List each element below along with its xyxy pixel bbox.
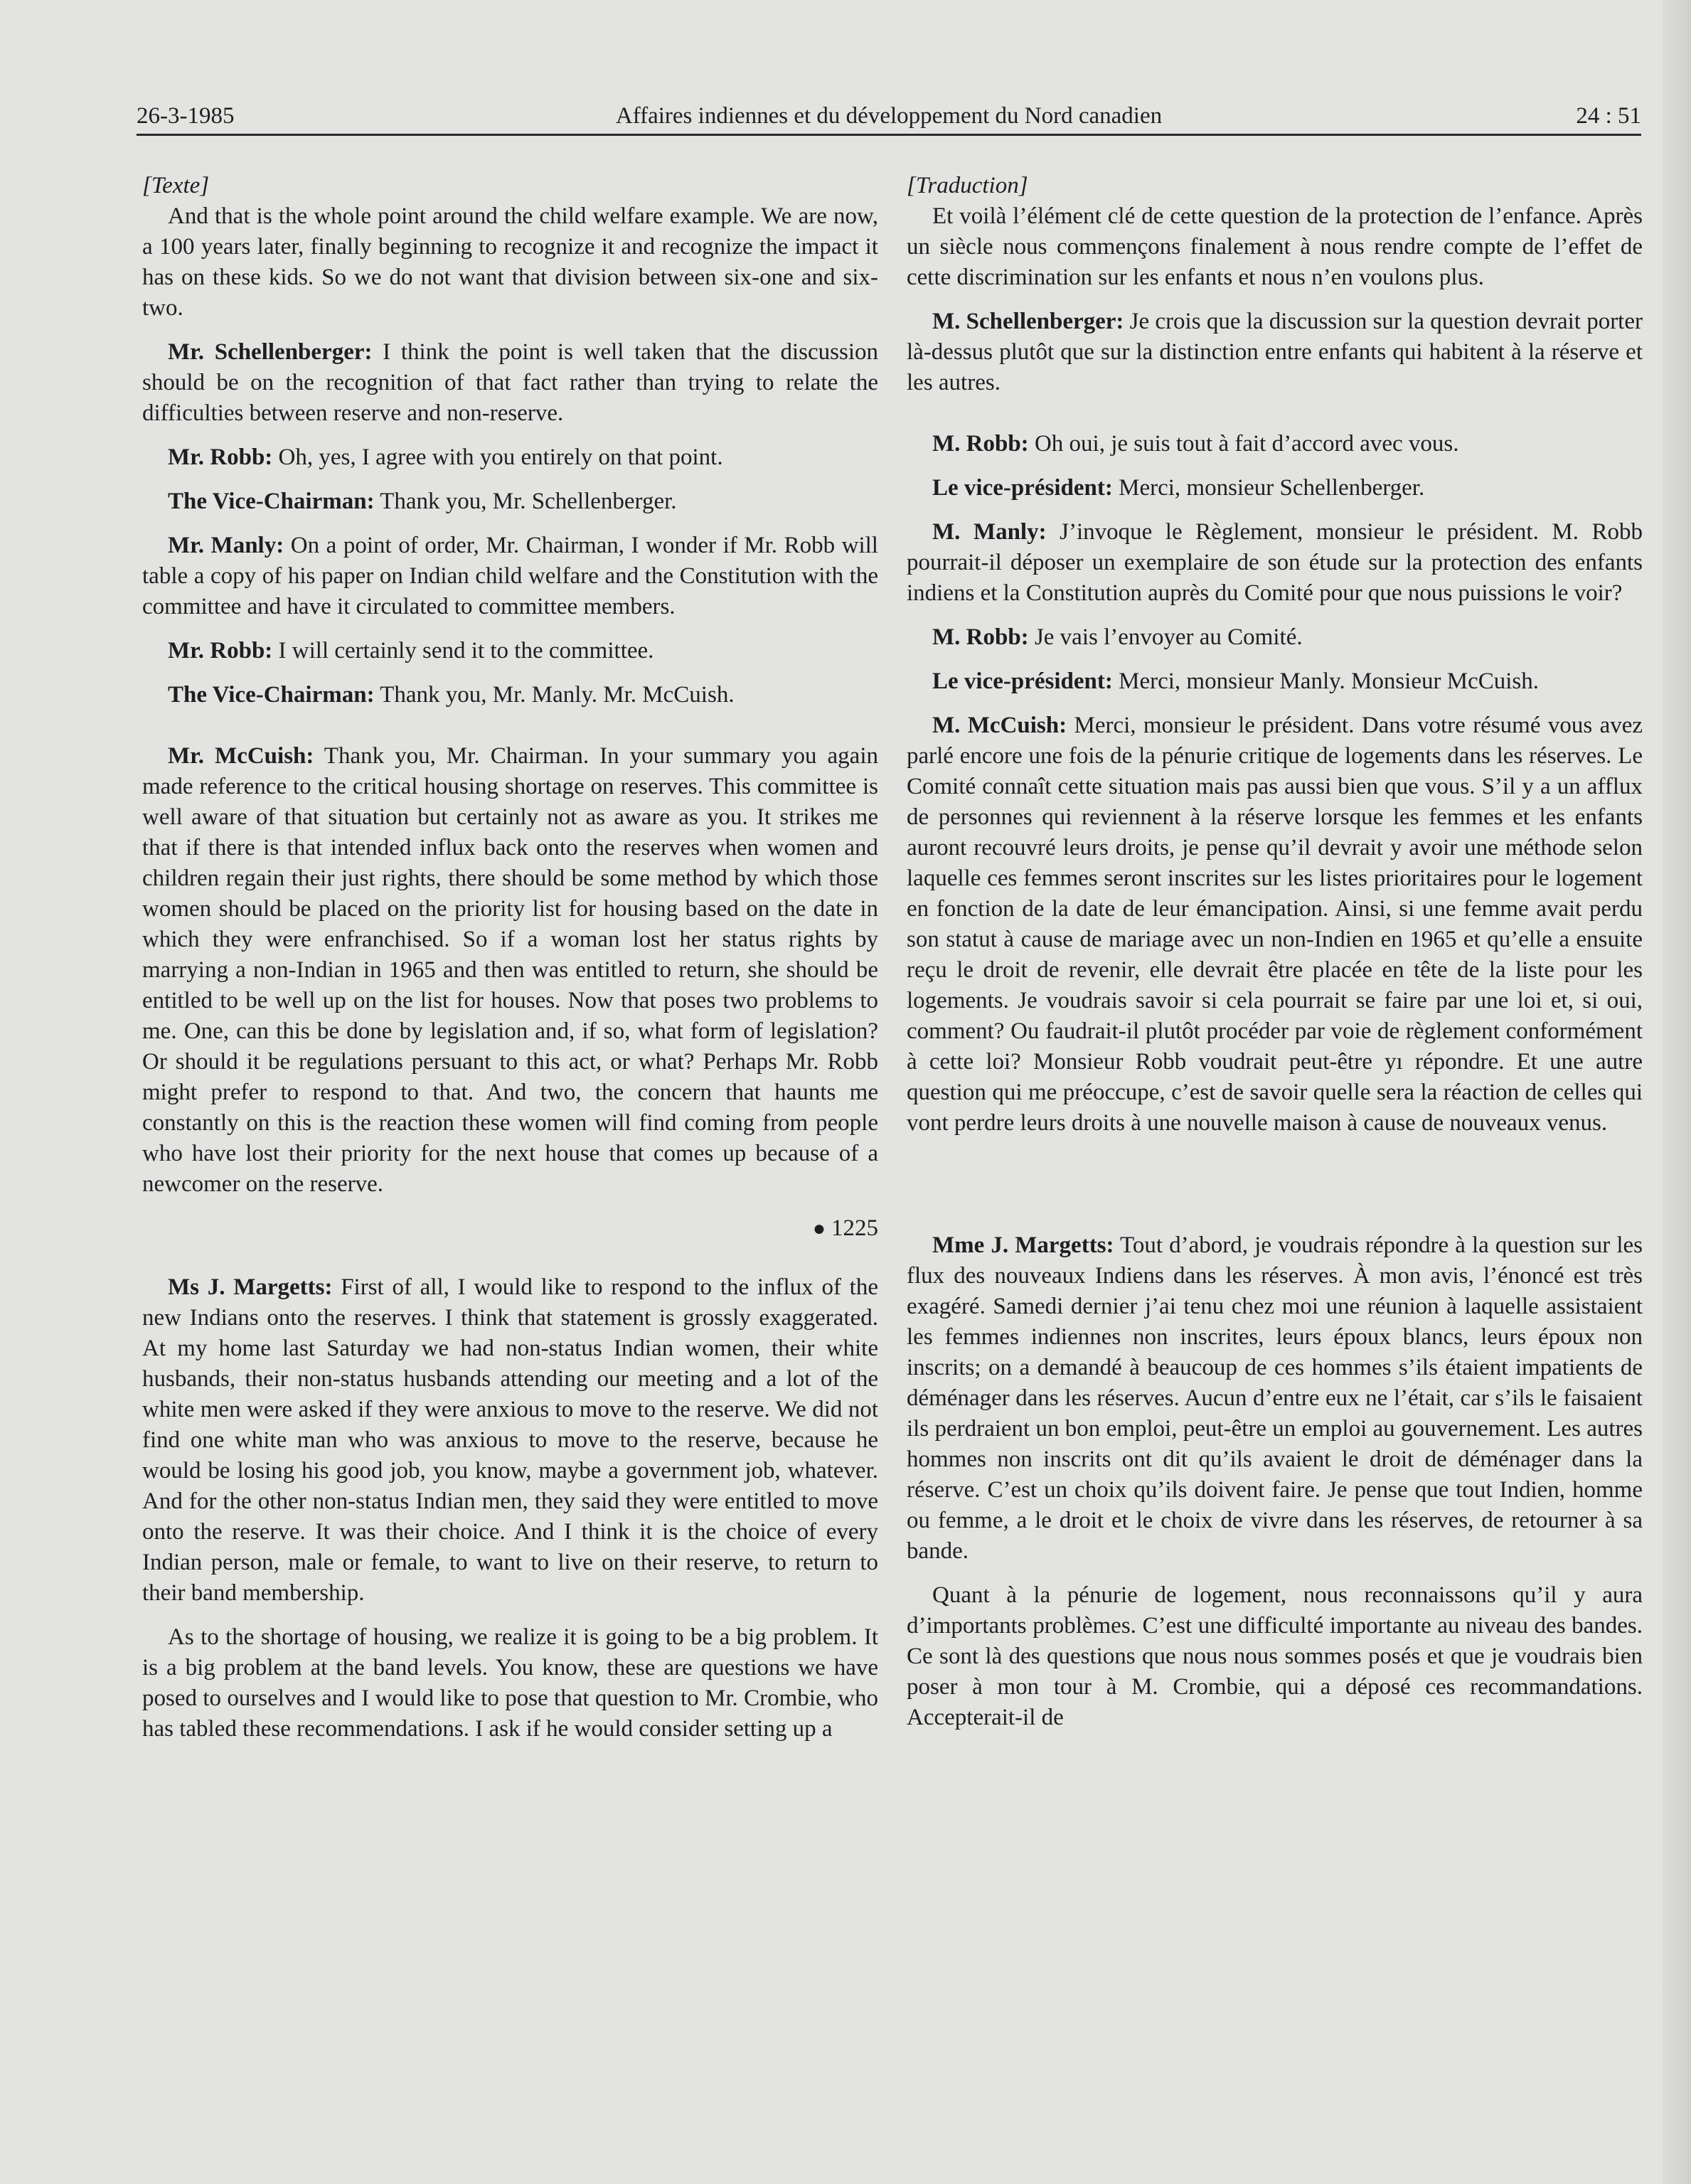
- paragraph: Mme J. Margetts: Tout d’abord, je voudrais répondre à la question sur les flux des nouveaux Indiens dans les réserves. À mon avis, l’énoncé est très exagéré. Samedi dernier j’ai tenu chez moi une réunion à laquelle assistaient les femmes indiennes non inscrites, leurs époux blancs, leurs époux non inscrits; on a demandé à beaucoup de ces hommes s’ils étaient impatients de déménager dans les réserves. Aucun d’entre eux ne l’était, car s’ils le faisaient ils perdraient un bon emploi, peut-être un emploi au gouvernement. Les autres hommes non inscrits ont dit qu’ils avaient le droit de déménager dans la réserve. C’est un choix qu’ils doivent faire. Je pense que tout Indien, homme ou femme, a le droit et le choix de vivre dans les réserves, de retourner à sa bande.: [907, 1232, 1643, 1564]
- speaker-name: Le vice-président:: [932, 668, 1113, 694]
- speaker-name: Mr. Schellenberger:: [168, 339, 373, 365]
- paragraph: The Vice-Chairman: Thank you, Mr. Manly. Mr. McCuish.: [168, 682, 735, 708]
- english-column: [142, 171, 878, 1758]
- paragraph: The Vice-Chairman: Thank you, Mr. Schellenberger.: [168, 489, 677, 514]
- speaker-name: The Vice-Chairman:: [168, 682, 375, 708]
- paragraph: Mr. McCuish: Thank you, Mr. Chairman. In your summary you again made reference to the critical housing shortage on reserves. This committee is well aware of that situation but certainly not as aware as you. It strikes me that if there is that intended influx back onto the reserves when women and children regain their just rights, there should be some method by which those women should be placed on the priority list for housing based on the date in which they were enfranchised. So if a woman lost her status rights by marrying a non-Indian in 1965 and then was entitled to return, she should be entitled to be well up on the list for houses. Now that poses two problems to me. One, can this be done by legislation and, if so, what form of legislation? Or should it be regulations persuant to this act, or what? Perhaps Mr. Robb might prefer to respond to that. And two, the concern that haunts me constantly on this is the reaction these women will find coming from people who have lost their priority for the next house that comes up because of a newcomer on the reserve.: [142, 743, 878, 1197]
- paragraph: M. McCuish: Merci, monsieur le président. Dans votre résumé vous avez parlé encore une fois de la pénurie critique de logements dans les réserves. Le Comité connaît cette situation mais pas aussi bien que vous. S’il y a un afflux de personnes qui reviennent à la réserve lorsque les femmes et les enfants auront recouvré leurs droits, je pense qu’il devrait y avoir une méthode selon laquelle ces femmes seront inscrites sur les listes prioritaires pour le logement en fonction de la date de leur émancipation. Ainsi, si une femme avait perdu son statut à cause de mariage avec un non-Indien en 1965 et qu’elle a ensuite reçu le droit de revenir, elle devrait être placée en tête de la liste pour les logements. Je voudrais savoir si cela pourrait se faire par une loi et, si oui, comment? Ou faudrait-il plutôt procéder par voie de règlement conformément à cette loi? Monsieur Robb voudrait peut-être yı répondre. Et une autre question qui me préoccupe, c’est de savoir quelle sera la réaction de celles qui vont perdre leurs droits à une nouvelle maison à cause de nouveaux venus.: [907, 713, 1643, 1136]
- paragraph: Mr. Schellenberger: I think the point is well taken that the discussion should be on the recognition of that fact rather than trying to relate the difficulties between reserve and non-reserve.: [142, 339, 878, 426]
- speaker-name: Mr. Robb:: [168, 638, 273, 664]
- paragraph: M. Robb: Je vais l’envoyer au Comité.: [932, 624, 1303, 650]
- speaker-name: Mr. Robb:: [168, 444, 273, 470]
- header-title: Affaires indiennes et du développement du Nord canadien: [615, 103, 1163, 129]
- paragraph: M. Manly: J’invoque le Règlement, monsieur le président. M. Robb pourrait-il déposer un exemplaire de son étude sur la protection des enfants indiens et la Constitution auprès du Comité pour que nous puissions le voir?: [907, 519, 1643, 606]
- speaker-name: The Vice-Chairman:: [168, 489, 375, 514]
- paragraph: M. Schellenberger: Je crois que la discussion sur la question devrait porter là-dessus plutôt que sur la distinction entre enfants qui habitent à la réserve et les autres.: [907, 309, 1643, 395]
- speaker-name: M. Schellenberger:: [932, 309, 1124, 334]
- speaker-name: Ms J. Margetts:: [168, 1274, 333, 1300]
- page-edge-shadow: [1663, 0, 1691, 2184]
- speaker-name: Mr. Manly:: [168, 533, 284, 558]
- paragraph: Le vice-président: Merci, monsieur Manly. Monsieur McCuish.: [932, 668, 1539, 694]
- speaker-name: M. McCuish:: [932, 713, 1067, 738]
- paragraph: Le vice-président: Merci, monsieur Schellenberger.: [932, 475, 1425, 501]
- speaker-name: Mr. McCuish:: [168, 743, 314, 769]
- french-column: [907, 171, 1643, 1747]
- speaker-name: M. Robb:: [932, 624, 1029, 650]
- paragraph: And that is the whole point around the child welfare example. We are now, a 100 years later, finally beginning to recognize it and recognize the impact it has on these kids. So we do not want that division between six-one and six-two.: [142, 203, 878, 321]
- paragraph: Ms J. Margetts: First of all, I would like to respond to the influx of the new Indians onto the reserves. I think that statement is grossly exaggerated. At my home last Saturday we had non-status Indian women, their white husbands, their non-status husbands attending our meeting and a lot of the white men were asked if they were anxious to move to the reserve. We did not find one white man who was anxious to move to the reserve, because he would be losing his good job, you know, maybe a government job, whatever. And for the other non-status Indian men, they said they were entitled to move onto the reserve. It was their choice. And I think it is the choice of every Indian person, male or female, to want to live on their reserve, to return to their band membership.: [142, 1274, 878, 1606]
- page-header: [137, 98, 1641, 136]
- speaker-name: Mme J. Margetts:: [932, 1232, 1114, 1258]
- speaker-name: M. Manly:: [932, 519, 1047, 545]
- paragraph: Mr. Manly: On a point of order, Mr. Chairman, I wonder if Mr. Robb will table a copy of his paper on Indian child welfare and the Constitution with the committee and have it circulated to committee members.: [142, 533, 878, 619]
- text-label: [Texte]: [142, 173, 210, 198]
- time-marker: ● 1225: [812, 1215, 878, 1241]
- header-date: 26-3-1985: [137, 103, 235, 129]
- translation-label: [Traduction]: [907, 173, 1028, 198]
- speaker-name: M. Robb:: [932, 431, 1029, 457]
- paragraph: Mr. Robb: Oh, yes, I agree with you entirely on that point.: [168, 444, 723, 470]
- header-page-number: 24 : 51: [1576, 103, 1641, 129]
- bullet-icon: ●: [812, 1217, 826, 1240]
- paragraph: M. Robb: Oh oui, je suis tout à fait d’accord avec vous.: [932, 431, 1459, 457]
- paragraph: Et voilà l’élément clé de cette question de la protection de l’enfance. Après un siècle nous commençons finalement à nous rendre compte de l’effet de cette discrimination sur les enfants et nous n’en voulons plus.: [907, 203, 1643, 290]
- paragraph: Mr. Robb: I will certainly send it to the committee.: [168, 638, 654, 664]
- speaker-name: Le vice-président:: [932, 475, 1113, 501]
- paragraph: Quant à la pénurie de logement, nous reconnaissons qu’il y aura d’importants problèmes. C’est une difficulté importante au niveau des bandes. Ce sont là des questions que nous nous sommes posés et que je voudrais bien poser à mon tour à M. Crombie, qui a déposé ces recommandations. Accepterait-il de: [907, 1582, 1643, 1730]
- paragraph: As to the shortage of housing, we realize it is going to be a big problem. It is a big problem at the band levels. You know, these are questions we have posed to ourselves and I would like to pose that question to Mr. Crombie, who has tabled these recommendations. I ask if he would consider setting up a: [142, 1624, 878, 1742]
